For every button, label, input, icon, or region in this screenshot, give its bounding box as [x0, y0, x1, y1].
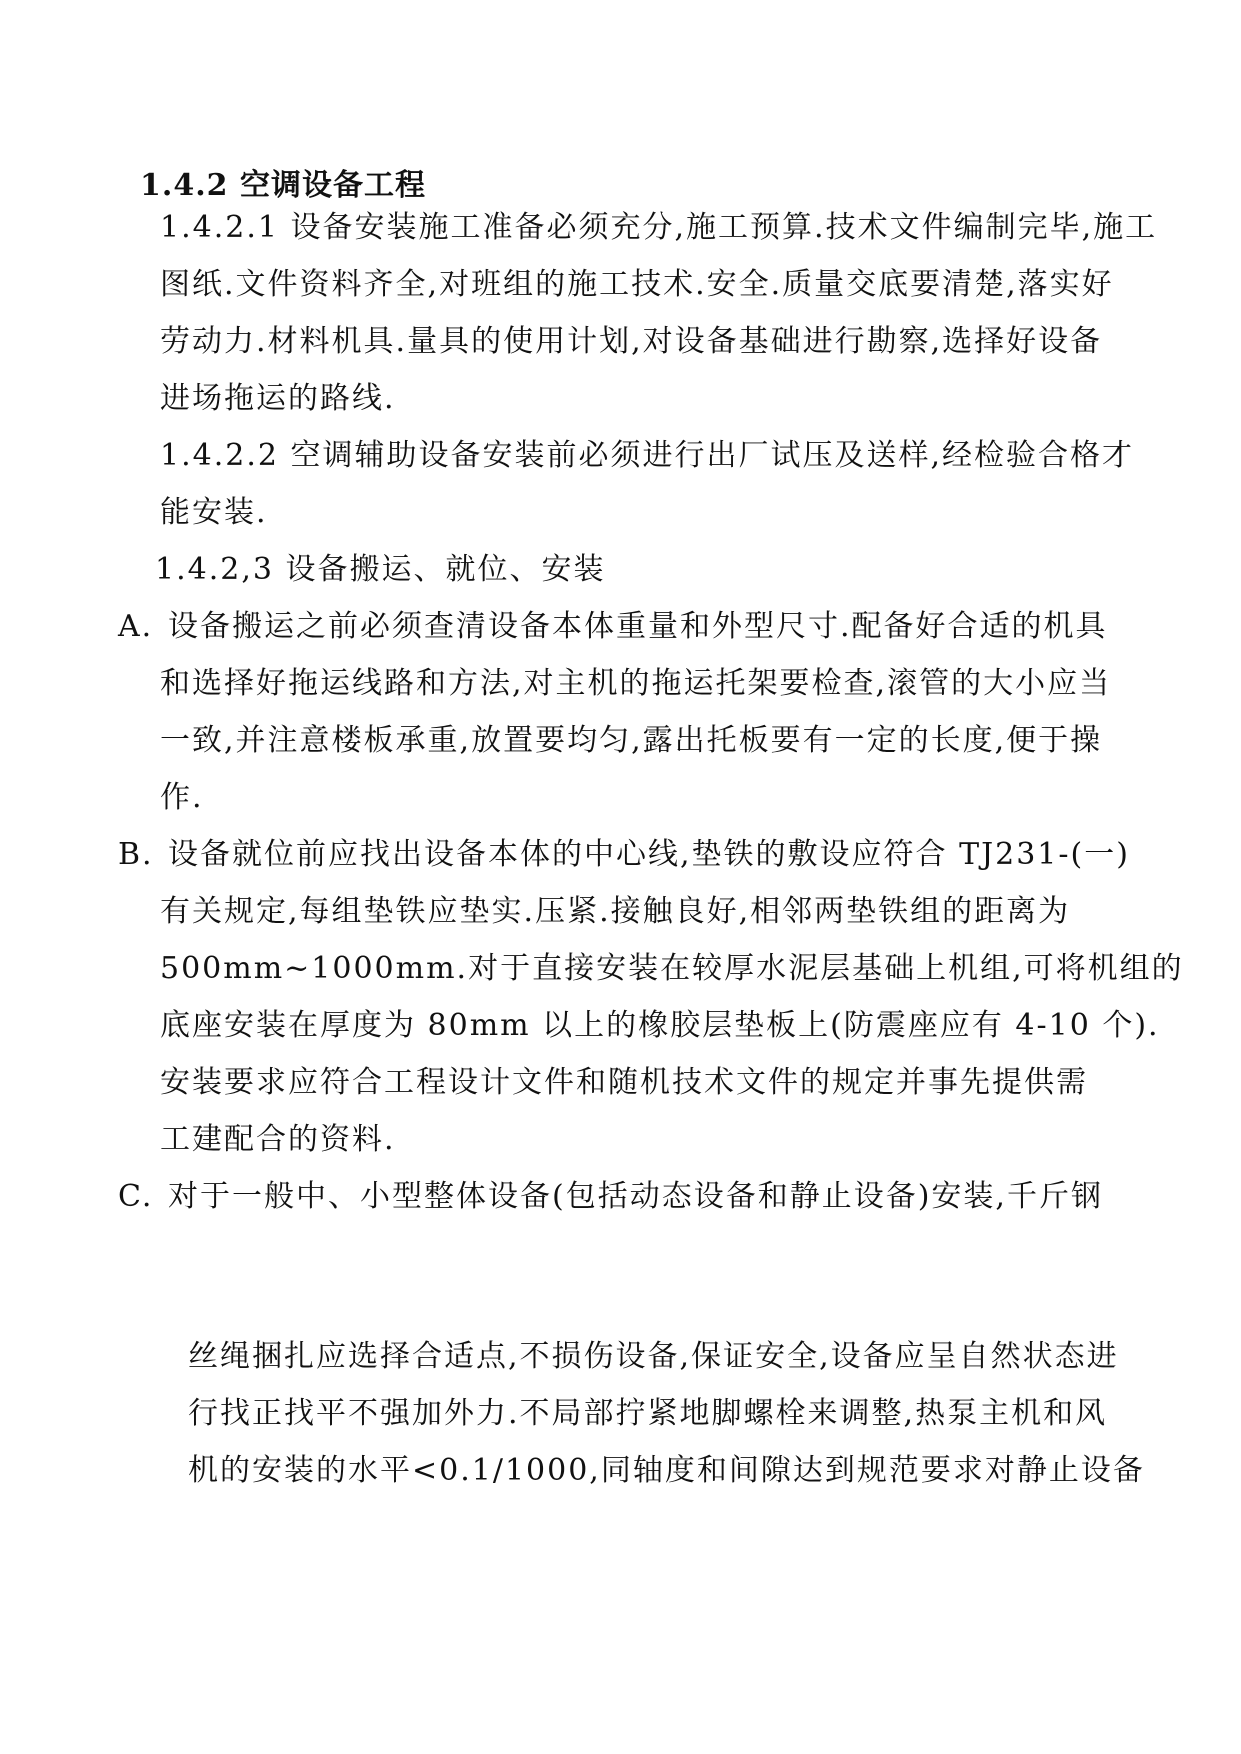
list-item-line: 一致,并注意楼板承重,放置要均匀,露出托板要有一定的长度,便于操: [160, 723, 1103, 758]
paragraph-line: 图纸.文件资料齐全,对班组的施工技术.安全.质量交底要清楚,落实好: [160, 267, 1114, 302]
list-item-text: 设备就位前应找出设备本体的中心线,垫铁的敷设应符合 TJ231-(一): [168, 837, 1130, 872]
continuation-line: 机的安装的水平<0.1/1000,同轴度和间隙达到规范要求对静止设备: [188, 1453, 1145, 1488]
list-item-line: 作.: [160, 780, 204, 815]
list-item-line: 和选择好拖运线路和方法,对主机的拖运托架要检查,滚管的大小应当: [160, 666, 1112, 701]
list-item-line: 有关规定,每组垫铁应垫实.压紧.接触良好,相邻两垫铁组的距离为: [160, 894, 1071, 929]
continuation-line: 行找正找平不强加外力.不局部拧紧地脚螺栓来调整,热泵主机和风: [188, 1396, 1108, 1431]
paragraph-line: 劳动力.材料机具.量具的使用计划,对设备基础进行勘察,选择好设备: [160, 324, 1103, 359]
list-item-b: [118, 835, 1130, 875]
list-item-line: 工建配合的资料.: [160, 1122, 396, 1157]
continuation-line: 丝绳捆扎应选择合适点,不损伤设备,保证安全,设备应呈自然状态进: [188, 1339, 1119, 1374]
section-heading: 1.4.2 空调设备工程: [140, 168, 426, 203]
list-marker: A.: [118, 609, 154, 644]
subsection-title: 1.4.2,3 设备搬运、就位、安装: [155, 552, 606, 587]
list-item-line: 底座安装在厚度为 80mm 以上的橡胶层垫板上(防震座应有 4-10 个).: [160, 1008, 1160, 1043]
paragraph-line: 1.4.2.1 设备安装施工准备必须充分,施工预算.技术文件编制完毕,施工: [160, 210, 1158, 245]
paragraph-line: 进场拖运的路线.: [160, 381, 396, 416]
list-item-text: 设备搬运之前必须查清设备本体重量和外型尺寸.配备好合适的机具: [168, 609, 1108, 644]
paragraph-line: 能安装.: [160, 495, 268, 530]
list-item-a: [118, 607, 1108, 647]
list-marker: B.: [118, 837, 154, 872]
paragraph-line: 1.4.2.2 空调辅助设备安装前必须进行出厂试压及送样,经检验合格才: [160, 438, 1135, 473]
list-item-c: [118, 1177, 1103, 1217]
list-item-line: 安装要求应符合工程设计文件和随机技术文件的规定并事先提供需: [160, 1065, 1088, 1100]
list-marker: C.: [118, 1179, 154, 1214]
list-item-text: 对于一般中、小型整体设备(包括动态设备和静止设备)安装,千斤钢: [168, 1179, 1103, 1214]
list-item-line: 500mm~1000mm.对于直接安装在较厚水泥层基础上机组,可将机组的: [160, 951, 1184, 986]
